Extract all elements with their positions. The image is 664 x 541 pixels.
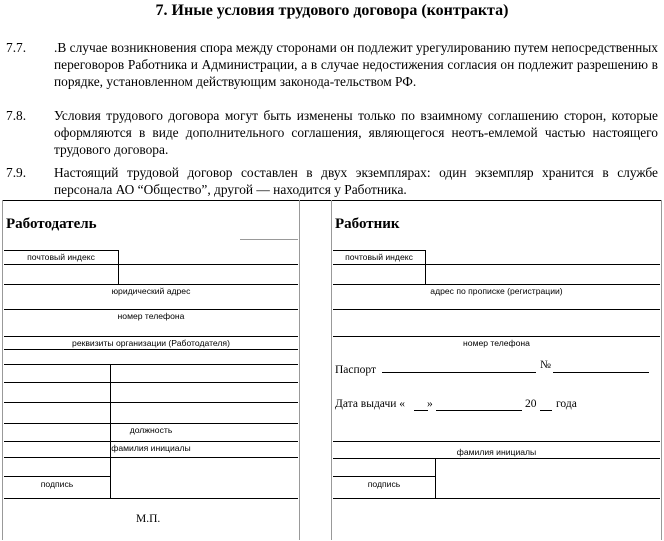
employee-full-name-label: фамилия инициалы [456,447,537,457]
clause-number: 7.8. [6,108,27,123]
field-line [333,284,660,285]
field-line [4,309,298,310]
field-line [4,364,298,365]
employer-postal-code-label: почтовый индекс [27,252,95,262]
postal-box-top [333,250,425,251]
field-line [333,441,660,442]
field-line [333,309,660,310]
field-line [333,458,660,459]
field-line [333,264,660,265]
field-line [4,349,298,350]
employer-signature-label: подпись [40,479,74,489]
employer-requisites-label: реквизиты организации (Работодателя) [72,338,230,348]
inner-divider [435,458,436,498]
issue-day-line [414,410,428,411]
issue-month-line [436,410,522,411]
employee-postal-code-label: почтовый индекс [345,252,413,262]
table-left-border [2,200,3,540]
employer-phone-label: номер телефона [117,311,185,321]
stamp-place: М.П. [136,513,161,525]
clause-number: 7.9. [6,165,27,180]
employee-heading: Работник [335,216,400,232]
field-line [4,423,298,424]
issue-date-quote-close: » [427,398,433,410]
field-line [4,284,298,285]
issue-date-label: Дата выдачи « [335,398,406,410]
clause-text: .В случае возникновения спора между сторонами он подлежит урегулированию путем непосредственных переговоров Работника и Администрации, а в случае недостижения согласия он подлежит разрешению в порядке, установленном действующим законода-тельством РФ. [54,40,658,89]
signature-line [4,476,110,477]
field-line [4,382,298,383]
postal-box-right [118,250,119,284]
field-line [4,498,298,499]
clause-text: Настоящий трудовой договор составлен в двух экземплярах: один экземпляр хранится в службе персонала АО “Общество”, другой — находится у Работника. [54,165,658,197]
signature-line [333,476,435,477]
passport-number-sign: № [540,359,551,371]
field-line [333,336,660,337]
passport-number-line [553,372,649,373]
field-line [4,336,298,337]
field-line [4,457,298,458]
employer-full-name-label: фамилия инициалы [111,443,191,453]
field-line [4,264,298,265]
passport-series-line [382,372,536,373]
postal-box-right [425,250,426,284]
clause-text: Условия трудового договора могут быть изменены только по взаимному соглашению сторон, которые оформляются в виде дополнительного соглашения, являющегося неотъ-емлемой частью настоящего трудового договора. [54,108,658,157]
employee-address-label: адрес по прописке (регистрации) [430,286,563,296]
clause-number: 7.7. [6,40,27,55]
passport-label: Паспорт [335,364,377,376]
column-divider [331,200,332,540]
column-divider [299,200,300,540]
table-right-border [661,200,662,540]
employer-heading: Работодатель [6,216,97,232]
postal-box-top [4,250,118,251]
table-top-border [2,200,662,201]
field-line [4,402,298,403]
field-line [333,498,660,499]
issue-year-line [540,410,552,411]
field-line [4,441,298,442]
issue-date-century: 20 [525,398,537,410]
employee-signature-label: подпись [367,479,401,489]
issue-date-year-word: года [556,398,577,410]
field-line [240,239,298,240]
employee-phone-label: номер телефона [463,338,530,348]
employer-legal-address-label: юридический адрес [111,286,191,296]
section-title: 7. Иные условия трудового договора (контракта) [155,2,509,19]
employer-position-label: должность [129,425,173,435]
